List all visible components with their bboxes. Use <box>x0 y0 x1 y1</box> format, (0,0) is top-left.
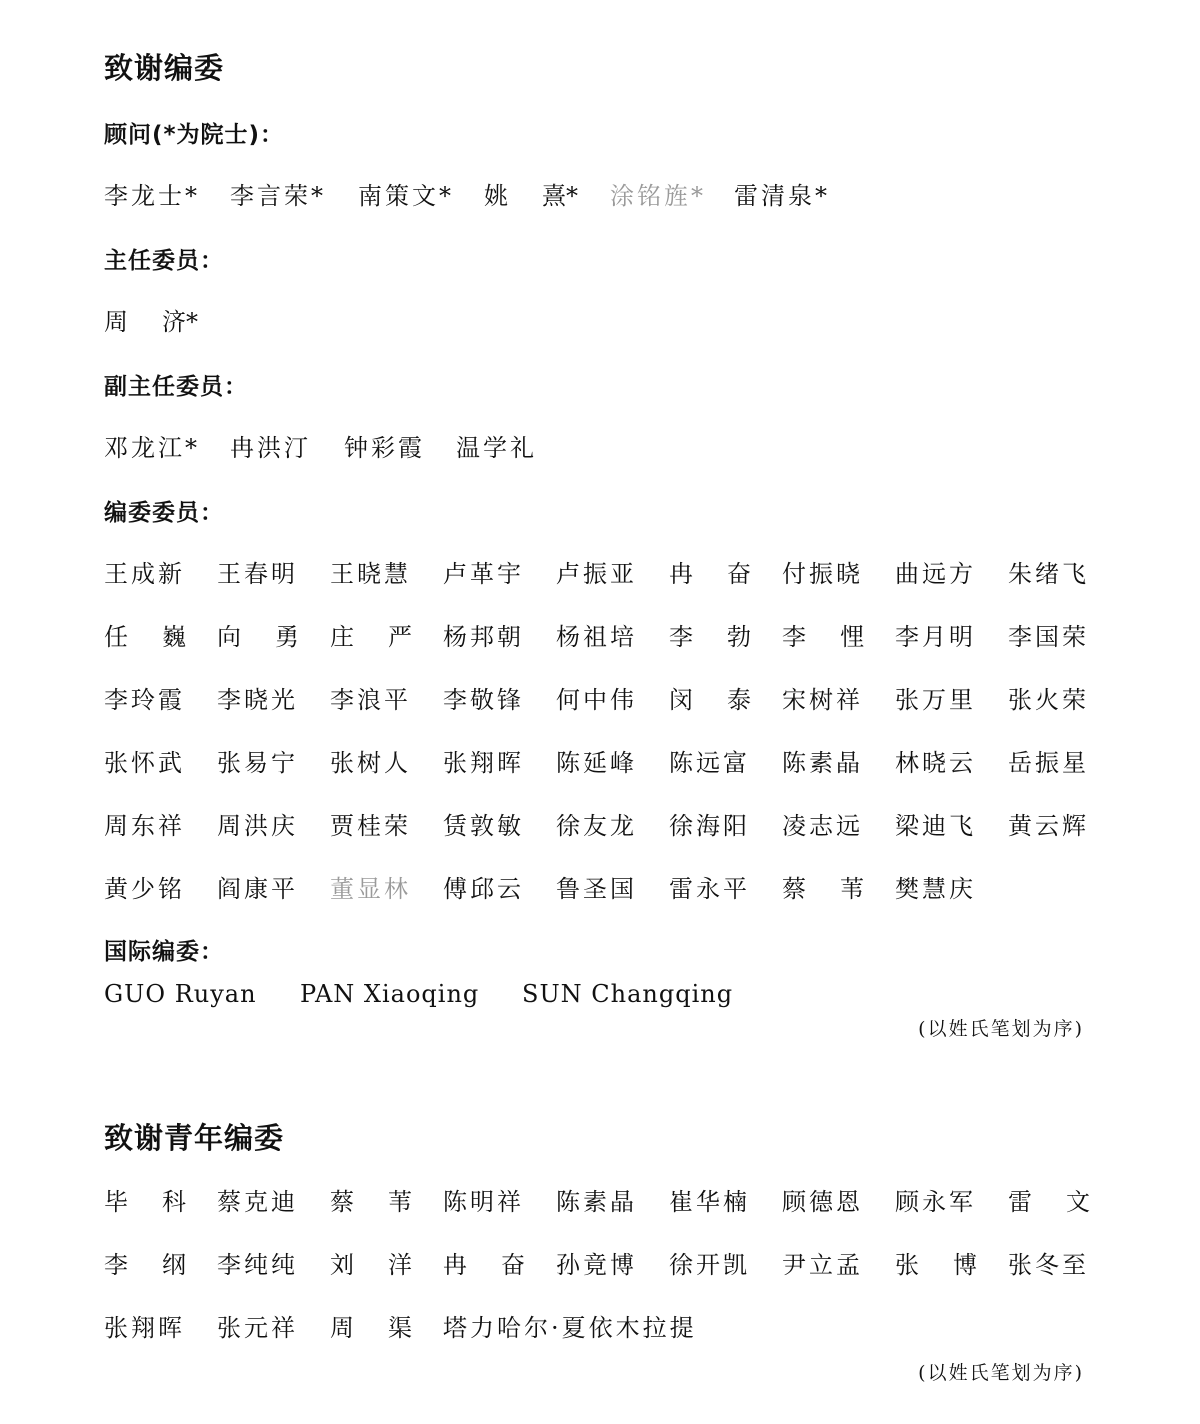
person-name: 何中伟 <box>556 686 637 714</box>
name-row <box>104 1308 1104 1342</box>
person-name: 张元祥 <box>217 1314 298 1342</box>
person-name: 陈明祥 <box>443 1188 524 1216</box>
person-name: 冉洪汀 <box>230 434 311 462</box>
person-name: 张火荣 <box>1008 686 1089 714</box>
person-name: 卢革宇 <box>443 560 524 588</box>
person-name: 张 博 <box>895 1251 977 1279</box>
name-row <box>104 680 1104 714</box>
person-name: 涂铭旌* <box>610 182 706 210</box>
person-name: 周东祥 <box>104 812 185 840</box>
person-name: 向 勇 <box>217 623 299 651</box>
person-name: 徐开凯 <box>669 1251 750 1279</box>
person-name: 钟彩霞 <box>344 434 425 462</box>
name-row <box>104 1182 1104 1216</box>
person-name: 顾德恩 <box>782 1188 863 1216</box>
editorial-board-title: 致谢编委 <box>104 51 225 85</box>
person-name: 顾永军 <box>895 1188 976 1216</box>
person-name: 庄 严 <box>330 623 412 651</box>
name-row <box>104 743 1104 777</box>
person-name: 李 悝 <box>782 623 864 651</box>
person-name: 任 巍 <box>104 623 186 651</box>
advisors-row <box>104 176 1104 210</box>
person-name: 蔡 苇 <box>782 875 864 903</box>
person-name: 凌志远 <box>782 812 863 840</box>
person-name: 姚 熹* <box>484 182 578 210</box>
person-name: 徐友龙 <box>556 812 637 840</box>
person-name: 樊慧庆 <box>895 875 976 903</box>
person-name: 崔华楠 <box>669 1188 750 1216</box>
person-name: 陈延峰 <box>556 749 637 777</box>
person-name: 周 渠 <box>330 1314 412 1342</box>
person-name: 张怀武 <box>104 749 185 777</box>
person-name: 邓龙江* <box>104 434 200 462</box>
person-name: 雷 文 <box>1008 1188 1090 1216</box>
person-name: 毕 科 <box>104 1188 186 1216</box>
person-name: 南策文* <box>358 182 454 210</box>
person-name: 张易宁 <box>217 749 298 777</box>
person-name: 周 济* <box>104 308 198 336</box>
person-name: 梁迪飞 <box>895 812 976 840</box>
youth-board-title: 致谢青年编委 <box>104 1121 285 1155</box>
person-name: 孙竟博 <box>556 1251 637 1279</box>
ordering-note: (以姓氏笔划为序) <box>918 1018 1084 1040</box>
person-name: 冉 奋 <box>443 1251 525 1279</box>
person-name: 雷永平 <box>669 875 750 903</box>
person-name: 阎康平 <box>217 875 298 903</box>
person-name: 李敬锋 <box>443 686 524 714</box>
person-name: 周洪庆 <box>217 812 298 840</box>
person-name: 雷清泉* <box>734 182 830 210</box>
person-name: 贾桂荣 <box>330 812 411 840</box>
name-row <box>104 869 1104 903</box>
person-name: 付振晓 <box>782 560 863 588</box>
person-name: 闵 泰 <box>669 686 751 714</box>
person-name: 王晓慧 <box>330 560 411 588</box>
person-name: 曲远方 <box>895 560 976 588</box>
person-name: 宋树祥 <box>782 686 863 714</box>
international-name: SUN Changqing <box>522 980 734 1008</box>
person-name: 陈远富 <box>669 749 750 777</box>
youth-ordering-note: (以姓氏笔划为序) <box>918 1362 1084 1384</box>
person-name: 刘 洋 <box>330 1251 412 1279</box>
person-name: 张树人 <box>330 749 411 777</box>
advisors-heading: 顾问(*为院士)： <box>104 122 285 148</box>
members-heading: 编委委员： <box>104 500 224 526</box>
person-name: 蔡 苇 <box>330 1188 412 1216</box>
person-name: 杨邦朝 <box>443 623 524 651</box>
deputy-directors-row <box>104 428 1104 462</box>
name-row <box>104 617 1104 651</box>
person-name: 李 勃 <box>669 623 751 651</box>
person-name: 张冬至 <box>1008 1251 1089 1279</box>
name-row <box>104 554 1104 588</box>
person-name: 冉 奋 <box>669 560 751 588</box>
name-row <box>104 806 1104 840</box>
person-name: 杨祖培 <box>556 623 637 651</box>
international-row <box>104 980 1104 1010</box>
international-name: PAN Xiaoqing <box>300 980 480 1008</box>
person-name: 黄云辉 <box>1008 812 1089 840</box>
person-name: 李国荣 <box>1008 623 1089 651</box>
person-name: 李纯纯 <box>217 1251 298 1279</box>
person-name: 陈素晶 <box>782 749 863 777</box>
person-name: 林晓云 <box>895 749 976 777</box>
person-name: 张翔晖 <box>443 749 524 777</box>
person-name: 岳振星 <box>1008 749 1089 777</box>
person-name: 李言荣* <box>230 182 326 210</box>
person-name: 塔力哈尔·夏依木拉提 <box>443 1314 697 1342</box>
international-heading: 国际编委： <box>104 939 224 965</box>
person-name: 卢振亚 <box>556 560 637 588</box>
director-row <box>104 302 1104 336</box>
person-name: 张翔晖 <box>104 1314 185 1342</box>
person-name: 李浪平 <box>330 686 411 714</box>
person-name: 朱绪飞 <box>1008 560 1089 588</box>
person-name: 傅邱云 <box>443 875 524 903</box>
director-heading: 主任委员： <box>104 248 224 274</box>
person-name: 蔡克迪 <box>217 1188 298 1216</box>
person-name: 李晓光 <box>217 686 298 714</box>
person-name: 鲁圣国 <box>556 875 637 903</box>
person-name: 尹立孟 <box>782 1251 863 1279</box>
person-name: 李月明 <box>895 623 976 651</box>
deputy-directors-heading: 副主任委员： <box>104 374 248 400</box>
international-name: GUO Ruyan <box>104 980 257 1008</box>
person-name: 王成新 <box>104 560 185 588</box>
person-name: 温学礼 <box>456 434 537 462</box>
person-name: 李 纲 <box>104 1251 186 1279</box>
person-name: 陈素晶 <box>556 1188 637 1216</box>
person-name: 徐海阳 <box>669 812 750 840</box>
person-name: 赁敦敏 <box>443 812 524 840</box>
name-row <box>104 1245 1104 1279</box>
person-name: 王春明 <box>217 560 298 588</box>
person-name: 张万里 <box>895 686 976 714</box>
person-name: 李龙士* <box>104 182 200 210</box>
person-name: 黄少铭 <box>104 875 185 903</box>
person-name: 李玲霞 <box>104 686 185 714</box>
person-name: 董显林 <box>330 875 411 903</box>
